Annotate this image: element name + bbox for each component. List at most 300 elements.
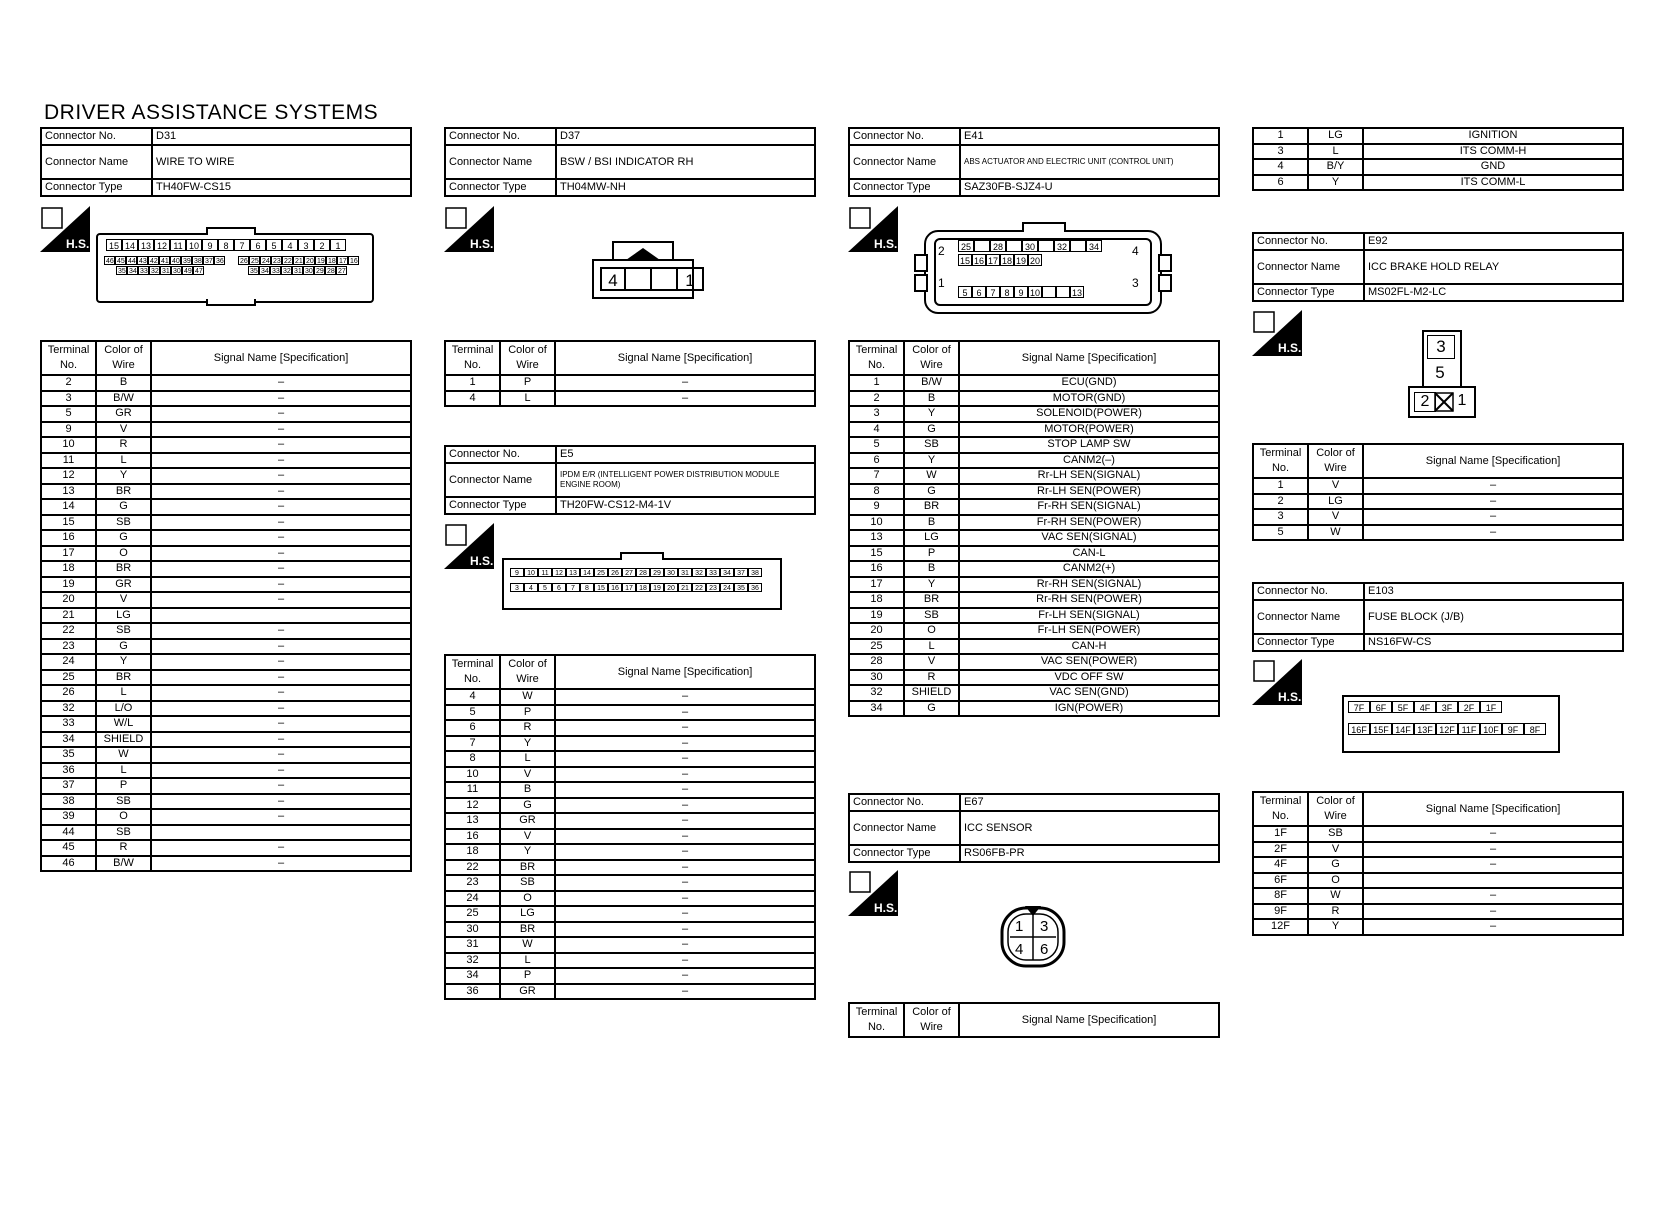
label-connector-no: Connector No. [445,446,556,463]
terminal-no-cell: 9 [41,422,96,438]
signal-name-cell: – [151,716,411,732]
terminal-no-cell: 2F [1253,842,1308,858]
signal-name-cell: – [555,968,815,984]
e103-connector-diagram [1342,695,1562,755]
table-row [849,437,1219,453]
signal-name-cell: Rr-LH SEN(SIGNAL) [959,468,1219,484]
connector-pin: 31 [294,268,302,275]
label-connector-no: Connector No. [1253,583,1364,600]
wire-color-cell: W [500,937,555,953]
connector-pin: 41 [161,258,169,265]
terminal-no-cell: 37 [41,778,96,794]
table-row [849,639,1219,655]
connector-pin: 9 [202,239,218,251]
wire-color-cell: BR [96,561,151,577]
signal-name-cell: – [151,639,411,655]
wire-color-cell: GR [500,813,555,829]
connector-pin: 24 [720,583,734,592]
e67-pin-3: 3 [1040,918,1049,935]
wire-color-cell: B [904,391,959,407]
wire-color-cell: W/L [96,716,151,732]
terminal-no-cell: 28 [849,654,904,670]
table-row [849,670,1219,686]
signal-name-cell: ITS COMM-L [1363,175,1623,191]
terminal-no-cell: 13 [41,484,96,500]
connector-pin: 44 [128,258,136,265]
hs-harness-side-icon [444,523,494,569]
e41-pins-top [958,240,1102,252]
wire-color-cell: GR [96,406,151,422]
table-row [41,577,411,593]
table-row [41,856,411,872]
connector-pin: 30 [173,268,181,275]
terminal-no-cell: 8F [1253,888,1308,904]
connector-pin: 13 [566,568,580,577]
terminal-no-cell: 24 [445,891,500,907]
svg-text:H.S.: H.S. [874,237,898,251]
wire-color-cell: L/O [96,701,151,717]
hdr-signal-name: Signal Name [Specification] [959,341,1219,375]
label-connector-name: Connector Name [849,145,960,179]
wire-color-cell: LG [1308,128,1363,144]
connector-pin: 46 [106,258,114,265]
connector-pin: 3 [510,583,524,592]
label-connector-type: Connector Type [445,497,556,514]
connector-pin [1070,240,1086,252]
terminal-no-cell: 20 [41,592,96,608]
e103-connector-type: NS16FW-CS [1364,634,1623,651]
signal-name-cell: – [151,670,411,686]
d31-pins-mid-right [238,256,359,265]
signal-name-cell: – [555,844,815,860]
connector-pin: 5 [266,239,282,251]
label-connector-name: Connector Name [445,145,556,179]
e92-pin-5: 5 [1435,363,1445,382]
terminal-no-cell: 1 [849,375,904,391]
e103-info [1252,582,1624,652]
terminal-no-cell: 25 [849,639,904,655]
connector-pin: 21 [678,583,692,592]
hs-harness-side-icon [40,206,90,252]
hdr-color-of-wire: Color of Wire [1308,444,1363,478]
signal-name-cell [151,825,411,841]
signal-name-cell: – [151,391,411,407]
terminal-no-cell: 12 [445,798,500,814]
signal-name-cell: – [555,953,815,969]
connector-pin: 12F [1436,723,1458,735]
e67-pin-6: 6 [1040,941,1049,958]
signal-name-cell: – [151,375,411,391]
table-row [445,751,815,767]
hdr-terminal-no: Terminal No. [849,1003,904,1037]
table-row [445,891,815,907]
hs-harness-side-icon [1252,310,1302,356]
e67-terminal-table [848,1002,1220,1038]
terminal-no-cell: 19 [41,577,96,593]
wire-color-cell: Y [96,468,151,484]
wire-color-cell: V [1308,478,1363,494]
terminal-no-cell: 25 [41,670,96,686]
wire-color-cell: SB [96,825,151,841]
table-row [849,608,1219,624]
d37-terminal-table [444,340,816,407]
signal-name-cell: Rr-RH SEN(SIGNAL) [959,577,1219,593]
table-row [849,623,1219,639]
terminal-no-cell: 45 [41,840,96,856]
connector-pin: 15 [594,583,608,592]
terminal-no-cell: 26 [41,685,96,701]
e41-connector-no: E41 [960,128,1219,145]
table-row [445,937,815,953]
table-row [41,623,411,639]
table-row [849,654,1219,670]
table-row [41,484,411,500]
hdr-color-of-wire: Color of Wire [1308,792,1363,826]
connector-pin: 17 [339,258,347,265]
terminal-no-cell: 3 [1253,509,1308,525]
table-row [849,685,1219,701]
signal-name-cell: Fr-RH SEN(POWER) [959,515,1219,531]
wire-color-cell: L [96,453,151,469]
connector-pin: 28 [327,268,335,275]
hdr-terminal-no: Terminal No. [1253,444,1308,478]
wire-color-cell: B [904,561,959,577]
wire-color-cell: Y [1308,175,1363,191]
d31-info [40,127,412,197]
table-row [445,875,815,891]
table-row [1253,826,1623,842]
table-row [849,453,1219,469]
e103-pins-bot [1348,723,1546,735]
hdr-signal-name: Signal Name [Specification] [555,655,815,689]
table-row [445,705,815,721]
signal-name-cell: – [555,875,815,891]
signal-name-cell: – [151,406,411,422]
connector-pin: 6 [972,286,986,298]
signal-name-cell: – [1363,494,1623,510]
table-row [849,499,1219,515]
wire-color-cell: Y [904,577,959,593]
d31-connector-diagram [96,233,374,303]
signal-name-cell: – [555,751,815,767]
signal-name-cell: SOLENOID(POWER) [959,406,1219,422]
connector-pin: 30 [664,568,678,577]
e41-pin-3: 3 [1132,276,1139,290]
signal-name-cell: CAN-H [959,639,1219,655]
terminal-no-cell: 32 [445,953,500,969]
connector-pin: 34 [720,568,734,577]
table-row [445,391,815,407]
terminal-no-cell: 30 [849,670,904,686]
wire-color-cell: B [904,515,959,531]
connector-pin: 9 [1014,286,1028,298]
e103-connector-name: FUSE BLOCK (J/B) [1364,600,1623,634]
terminal-no-cell: 13 [445,813,500,829]
table-row [445,844,815,860]
terminal-no-cell: 9F [1253,904,1308,920]
svg-text:H.S.: H.S. [1278,690,1302,704]
signal-name-cell: – [151,763,411,779]
e67-connector-diagram [998,902,1068,972]
connector-pin: 9 [510,568,524,577]
wire-color-cell: SB [1308,826,1363,842]
hdr-color-of-wire: Color of Wire [904,1003,959,1037]
signal-name-cell: – [1363,478,1623,494]
table-row [445,798,815,814]
wire-color-cell: BR [904,592,959,608]
wire-color-cell: BR [500,860,555,876]
terminal-no-cell: 44 [41,825,96,841]
hdr-signal-name: Signal Name [Specification] [151,341,411,375]
terminal-no-cell: 1 [445,375,500,391]
label-connector-name: Connector Name [445,463,556,497]
label-connector-name: Connector Name [1253,250,1364,284]
connector-pin: 10 [186,239,202,251]
table-row [445,767,815,783]
connector-pin: 5 [538,583,552,592]
wire-color-cell: O [500,891,555,907]
e67-pin-4: 4 [1015,941,1024,958]
wire-color-cell: R [96,437,151,453]
wire-color-cell: G [500,798,555,814]
wire-color-cell: W [96,747,151,763]
terminal-no-cell: 12 [41,468,96,484]
signal-name-cell: – [151,592,411,608]
wire-color-cell: L [500,391,555,407]
table-row [1253,888,1623,904]
signal-name-cell: GND [1363,159,1623,175]
wire-color-cell: LG [1308,494,1363,510]
e67-connector-type: RS06FB-PR [960,845,1219,862]
label-connector-no: Connector No. [41,128,152,145]
terminal-no-cell: 10 [445,767,500,783]
connector-pin: 29 [316,268,324,275]
table-row [849,391,1219,407]
hdr-terminal-no: Terminal No. [41,341,96,375]
table-row [41,515,411,531]
e41-pin-4: 4 [1132,244,1139,258]
connector-pin: 18 [328,258,336,265]
e5-connector-diagram [502,552,782,612]
hdr-terminal-no: Terminal No. [849,341,904,375]
terminal-no-cell: 3 [1253,144,1308,160]
d31-connector-type: TH40FW-CS15 [152,179,411,196]
table-row [445,968,815,984]
signal-name-cell: MOTOR(GND) [959,391,1219,407]
hdr-terminal-no: Terminal No. [445,655,500,689]
connector-pin: 22 [284,258,292,265]
table-row [41,437,411,453]
connector-pin [974,240,990,252]
connector-pin: 7F [1348,701,1370,713]
terminal-no-cell: 18 [41,561,96,577]
e92-terminal-table [1252,443,1624,541]
table-row [445,813,815,829]
connector-pin: 40 [172,258,180,265]
signal-name-cell: Rr-RH SEN(POWER) [959,592,1219,608]
svg-text:H.S.: H.S. [874,901,898,915]
hs-harness-side-icon [1252,659,1302,705]
terminal-no-cell: 34 [445,968,500,984]
table-row [849,406,1219,422]
terminal-no-cell: 35 [41,747,96,763]
connector-pin [1038,240,1054,252]
table-row [849,530,1219,546]
terminal-no-cell: 9 [849,499,904,515]
table-row [41,468,411,484]
connector-pin: 4F [1414,701,1436,713]
e41-pin-2: 2 [938,244,945,258]
terminal-no-cell: 15 [849,546,904,562]
wire-color-cell: BR [904,499,959,515]
wire-color-cell: V [96,422,151,438]
d31-pins-top [106,239,346,251]
d37-pin-1: 1 [678,267,704,291]
signal-name-cell: – [151,515,411,531]
table-row [41,825,411,841]
hdr-color-of-wire: Color of Wire [904,341,959,375]
connector-pin: 35 [250,268,258,275]
table-row [41,592,411,608]
terminal-no-cell: 15 [41,515,96,531]
wire-color-cell: R [500,720,555,736]
table-row [849,515,1219,531]
signal-name-cell: – [151,701,411,717]
signal-name-cell: – [151,794,411,810]
connector-pin: 25 [958,240,974,252]
signal-name-cell: – [151,856,411,872]
terminal-no-cell: 11 [41,453,96,469]
signal-name-cell: – [151,747,411,763]
wire-color-cell: L [96,685,151,701]
e67-connector-no: E67 [960,794,1219,811]
connector-pin: 32 [692,568,706,577]
label-connector-name: Connector Name [849,811,960,845]
connector-pin: 16F [1348,723,1370,735]
signal-name-cell: – [555,782,815,798]
table-row [1253,919,1623,935]
connector-pin: 8 [218,239,234,251]
connector-pin: 32 [151,268,159,275]
terminal-no-cell: 30 [445,922,500,938]
table-row [41,375,411,391]
e67-pin-1: 1 [1015,918,1024,935]
terminal-no-cell: 21 [41,608,96,624]
wire-color-cell: SB [904,608,959,624]
connector-pin: 5F [1392,701,1414,713]
connector-pin: 15 [106,239,122,251]
signal-name-cell: MOTOR(POWER) [959,422,1219,438]
table-row [41,608,411,624]
hdr-color-of-wire: Color of Wire [500,341,555,375]
wire-color-cell: G [96,530,151,546]
table-row [1253,842,1623,858]
d31-pins-bot-right [248,266,347,275]
d31-pins-mid-left [104,256,225,265]
wire-color-cell: V [1308,842,1363,858]
connector-pin: 16 [608,583,622,592]
connector-pin: 37 [205,258,213,265]
connector-pin: 3 [298,239,314,251]
wire-color-cell: P [500,375,555,391]
connector-pin: 20 [1030,256,1041,266]
connector-pin: 21 [295,258,303,265]
signal-name-cell: – [1363,857,1623,873]
terminal-no-cell: 46 [41,856,96,872]
d31-connector-no: D31 [152,128,411,145]
signal-name-cell: VAC SEN(GND) [959,685,1219,701]
signal-name-cell: – [151,561,411,577]
signal-name-cell: ITS COMM-H [1363,144,1623,160]
e92-pin-1: 1 [1457,392,1467,409]
wire-color-cell: B [500,782,555,798]
terminal-no-cell: 2 [1253,494,1308,510]
connector-pin: 10F [1480,723,1502,735]
wire-color-cell: L [1308,144,1363,160]
signal-name-cell: – [151,685,411,701]
label-connector-type: Connector Type [41,179,152,196]
table-row [849,468,1219,484]
wire-color-cell: G [96,639,151,655]
signal-name-cell: Fr-LH SEN(POWER) [959,623,1219,639]
connector-pin: 35 [734,583,748,592]
d37-pin-4: 4 [600,267,626,291]
wire-color-cell: B/W [96,856,151,872]
connector-pin: 15F [1370,723,1392,735]
connector-pin: 13 [1072,288,1083,298]
table-row [41,639,411,655]
terminal-no-cell: 4 [445,689,500,705]
terminal-no-cell: 36 [41,763,96,779]
wire-color-cell: W [1308,888,1363,904]
table-row [1253,525,1623,541]
table-row [41,809,411,825]
e5-terminal-table [444,654,816,1000]
terminal-no-cell: 22 [41,623,96,639]
terminal-no-cell: 14 [41,499,96,515]
hdr-color-of-wire: Color of Wire [96,341,151,375]
hdr-signal-name: Signal Name [Specification] [555,341,815,375]
d37-info [444,127,816,197]
d37-connector-name: BSW / BSI INDICATOR RH [556,145,815,179]
table-row [41,499,411,515]
connector-pin: 10 [1030,288,1041,298]
connector-pin: 31 [678,568,692,577]
signal-name-cell: Rr-LH SEN(POWER) [959,484,1219,500]
terminal-no-cell: 2 [41,375,96,391]
connector-pin: 43 [139,258,147,265]
signal-name-cell: – [555,720,815,736]
signal-name-cell: – [555,375,815,391]
terminal-no-cell: 3 [849,406,904,422]
connector-pin: 30 [305,268,313,275]
connector-pin [1042,286,1056,298]
label-connector-type: Connector Type [445,179,556,196]
wire-color-cell: V [904,654,959,670]
terminal-no-cell: 7 [849,468,904,484]
connector-pin: 8F [1524,723,1546,735]
wire-color-cell: B [96,375,151,391]
wire-color-cell: SB [500,875,555,891]
wire-color-cell: P [500,705,555,721]
signal-name-cell: – [151,732,411,748]
table-row [445,375,815,391]
terminal-no-cell: 1F [1253,826,1308,842]
connector-pin: 14 [122,239,138,251]
wire-color-cell: L [904,639,959,655]
table-row [1253,873,1623,889]
e103-pins-top [1348,701,1502,713]
